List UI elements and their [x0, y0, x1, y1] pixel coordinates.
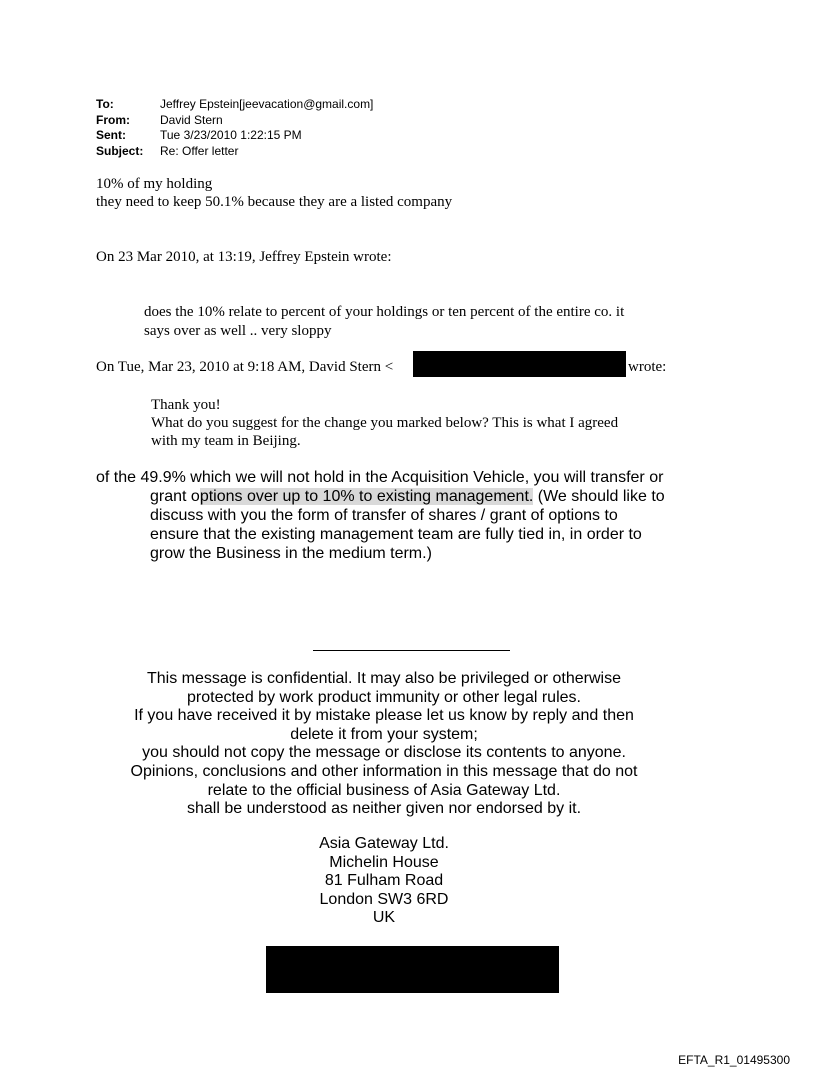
document-id: EFTA_R1_01495300 [678, 1053, 790, 1067]
reply-line-2: What do you suggest for the change you marked below? This is what I agreed [151, 415, 619, 431]
body-line-1: 10% of my holding [96, 176, 213, 192]
redaction-block [266, 946, 559, 993]
disclaimer-line-7: relate to the official business of Asia Gateway Ltd. [207, 781, 561, 799]
quote1-intro: On 23 Mar 2010, at 13:19, Jeffrey Epstein wrote: [96, 249, 392, 265]
quote1-line-1: does the 10% relate to percent of your holdings or ten percent of the entire co. it [144, 304, 625, 320]
disclaimer-line-6: Opinions, conclusions and other information in this message that do not [130, 762, 638, 780]
sent-value: Tue 3/23/2010 1:22:15 PM [160, 128, 302, 142]
reply-line-3: with my team in Beijing. [151, 433, 301, 449]
email-header [96, 97, 373, 159]
quote2-intro-prefix: On Tue, Mar 23, 2010 at 9:18 AM, David Stern < [96, 359, 394, 375]
company-address [284, 835, 484, 928]
clause-line-1: of the 49.9% which we will not hold in the Acquisition Vehicle, you will transfer or [96, 469, 664, 486]
redaction-email [413, 351, 626, 377]
disclaimer-line-8: shall be understood as neither given nor endorsed by it. [186, 800, 582, 818]
clause-line-4: ensure that the existing management team are fully tied in, in order to [150, 526, 642, 543]
highlighted-text: ptions over up to 10% to existing management. [199, 488, 534, 505]
clause-line-2-post: (We should like to [533, 488, 665, 505]
address-street: 81 Fulham Road [324, 872, 444, 890]
sent-row [96, 128, 373, 144]
clause-line-5: grow the Business in the medium term.) [150, 545, 432, 562]
address-city: London SW3 6RD [319, 890, 449, 908]
subject-value: Re: Offer letter [160, 143, 239, 158]
clause-line-3: discuss with you the form of transfer of shares / grant of options to [150, 507, 618, 524]
signature-divider [313, 650, 510, 651]
disclaimer-line-1: This message is confidential. It may also be privileged or otherwise [147, 670, 621, 687]
clause-line-2-pre: grant o [150, 488, 200, 505]
to-label: To: [96, 97, 114, 111]
reply-line-1: Thank you! [151, 397, 221, 413]
from-value: David Stern [160, 112, 223, 127]
clause-line-2 [150, 487, 665, 506]
quote1-line-2: says over as well .. very sloppy [144, 323, 332, 339]
from-label: From: [96, 112, 130, 127]
quote2-intro-suffix: wrote: [628, 359, 667, 375]
from-row [96, 113, 373, 129]
address-country: UK [372, 909, 396, 927]
disclaimer-line-5: you should not copy the message or disclose its contents to anyone. [142, 744, 626, 762]
body-line-2: they need to keep 50.1% because they are a listed company [96, 194, 453, 210]
disclaimer-line-2: protected by work product immunity or other legal rules. [187, 688, 581, 706]
subject-label: Subject: [96, 143, 144, 158]
to-row [96, 97, 373, 113]
to-value: Jeffrey Epstein[jeevacation@gmail.com] [160, 97, 374, 111]
subject-row [96, 144, 373, 160]
disclaimer-line-3: If you have received it by mistake please let us know by reply and then [134, 707, 634, 725]
sent-label: Sent: [96, 128, 126, 142]
disclaimer-line-4: delete it from your system; [290, 725, 478, 743]
address-building: Michelin House [329, 853, 439, 871]
disclaimer [96, 670, 672, 819]
address-company: Asia Gateway Ltd. [319, 835, 449, 852]
